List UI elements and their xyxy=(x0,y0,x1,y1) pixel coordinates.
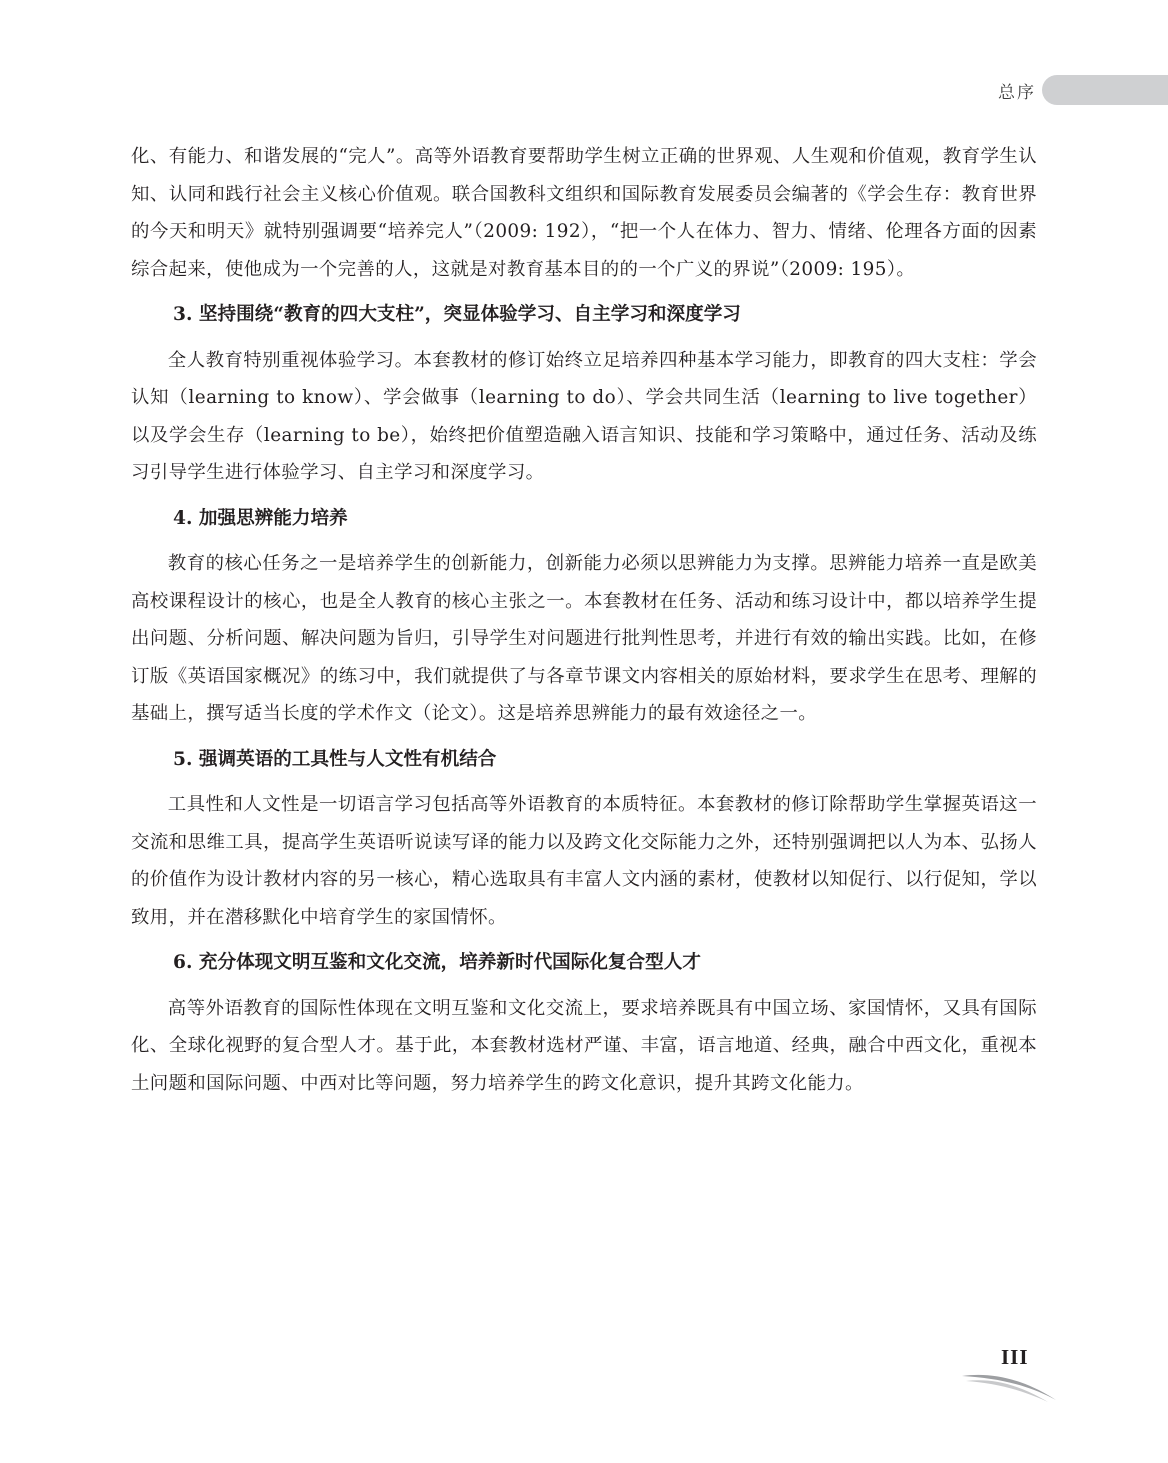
paragraph-point-4: 教育的核心任务之一是培养学生的创新能力，创新能力必须以思辨能力为支撑。思辨能力培养一直是欧美高校课程设计的核心，也是全人教育的核心主张之一。本套教材在任务、活动和练习设计中，都以培养学生提出问题、分析问题、解决问题为旨归，引导学生对问题进行批判性思考，并进行有效的输出实践。比如，在修订版《英语国家概况》的练习中，我们就提供了与各章节课文内容相关的原始材料，要求学生在思考、理解的基础上，撰写适当长度的学术作文（论文）。这是培养思辨能力的最有效途径之一。 xyxy=(131,553,1037,724)
section-label: 总序 xyxy=(998,83,1036,103)
heading-point-4: 4. 加强思辨能力培养 xyxy=(173,507,348,529)
page-content xyxy=(131,138,1037,1102)
heading-point-6: 6. 充分体现文明互鉴和文化交流，培养新时代国际化复合型人才 xyxy=(173,952,701,973)
paragraph-point-6: 高等外语教育的国际性体现在文明互鉴和文化交流上，要求培养既具有中国立场、家国情怀，又具有国际化、全球化视野的复合型人才。基于此，本套教材选材严谨、丰富，语言地道、经典，融合中西文化，重视本土问题和国际问题、中西对比等问题，努力培养学生的跨文化意识，提升其跨文化能力。 xyxy=(131,997,1037,1094)
page-number: III xyxy=(1001,1345,1029,1369)
paragraph-point-5: 工具性和人文性是一切语言学习包括高等外语教育的本质特征。本套教材的修订除帮助学生掌握英语这一交流和思维工具，提高学生英语听说读写译的能力以及跨文化交际能力之外，还特别强调把以人为本、弘扬人的价值作为设计教材内容的另一核心，精心选取具有丰富人文内涵的素材，使教材以知促行、以行促知，学以致用，并在潜移默化中培育学生的家国情怀。 xyxy=(131,794,1037,928)
swoosh-ornament-icon xyxy=(960,1368,1060,1408)
paragraph-point-3: 全人教育特别重视体验学习。本套教材的修订始终立足培养四种基本学习能力，即教育的四大支柱：学会认知（learning to know）、学会做事（learning to do）、学会共同生活（learning to live together）以及学会生存（learning to be），始终把价值塑造融入语言知识、技能和学习策略中，通过任务、活动及练习引导学生进行体验学习、自主学习和深度学习。 xyxy=(131,349,1037,483)
heading-point-3: 3. 坚持围绕“教育的四大支柱”，突显体验学习、自主学习和深度学习 xyxy=(173,304,741,325)
paragraph-continued: 化、有能力、和谐发展的“完人”。高等外语教育要帮助学生树立正确的世界观、人生观和价值观，教育学生认知、认同和践行社会主义核心价值观。联合国教科文组织和国际教育发展委员会编著的《学会生存：教育世界的今天和明天》就特别强调要“培养完人”（2009: 192），“把一个人在体力、智力、情绪、伦理各方面的因素综合起来，使他成为一个完善的人，这就是对教育基本目的的一个广义的界说”（2009: 195）。 xyxy=(131,146,1037,280)
header-tab-decoration xyxy=(1042,75,1168,105)
heading-point-5: 5. 强调英语的工具性与人文性有机结合 xyxy=(173,748,497,770)
